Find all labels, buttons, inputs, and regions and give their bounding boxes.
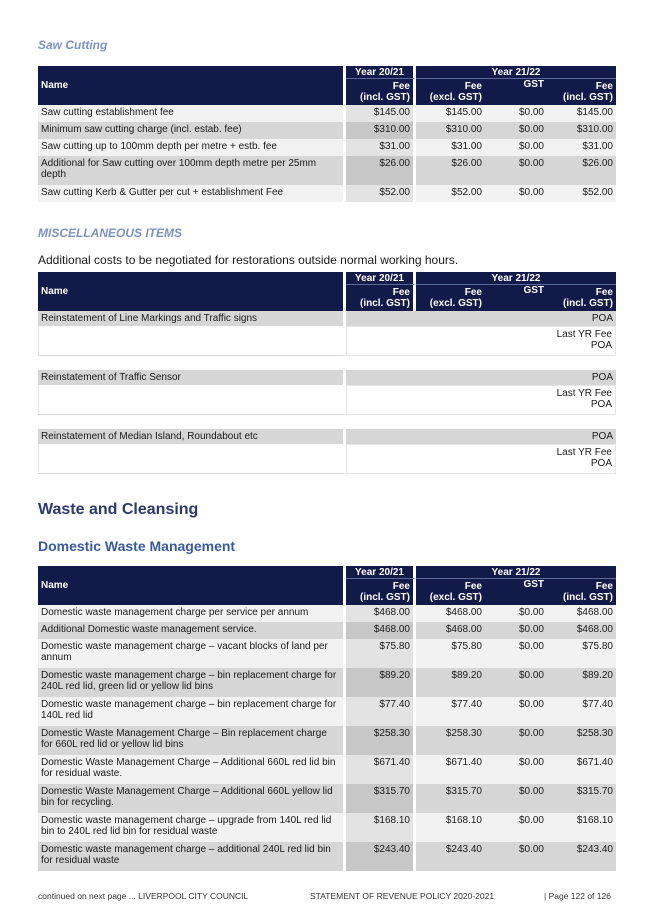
row-gst: $0.00 bbox=[485, 697, 547, 726]
row-fee-incl: $310.00 bbox=[547, 122, 616, 139]
table-row bbox=[38, 755, 616, 784]
row-gst: $0.00 bbox=[485, 784, 547, 813]
row-fee-prev: $168.10 bbox=[346, 813, 416, 842]
row-fee-prev: $77.40 bbox=[346, 697, 416, 726]
misc-intro: Additional costs to be negotiated for restorations outside normal working hours. bbox=[38, 253, 459, 267]
row-fee-excl: $468.00 bbox=[416, 605, 485, 622]
row-gst: $0.00 bbox=[485, 622, 547, 639]
col-header-year-curr: Year 21/22 bbox=[416, 66, 616, 79]
row-name: Additional for Saw cutting over 100mm depth metre per 25mm depth bbox=[38, 156, 346, 185]
misc-item-last-row bbox=[38, 385, 616, 415]
row-name: Domestic waste management charge per service per annum bbox=[38, 605, 346, 622]
row-fee-incl: $258.30 bbox=[547, 726, 616, 755]
col-header-fee-incl-prev: Fee (incl. GST) bbox=[346, 285, 416, 311]
misc-item-name: Reinstatement of Line Markings and Traffic signs bbox=[38, 311, 346, 326]
footer-title: STATEMENT OF REVENUE POLICY 2020-2021 bbox=[310, 891, 495, 901]
row-fee-incl: $31.00 bbox=[547, 139, 616, 156]
row-fee-incl: $77.40 bbox=[547, 697, 616, 726]
row-fee-excl: $671.40 bbox=[416, 755, 485, 784]
row-gst: $0.00 bbox=[485, 156, 547, 185]
row-name: Minimum saw cutting charge (incl. estab. fee) bbox=[38, 122, 346, 139]
row-fee-incl: $52.00 bbox=[547, 185, 616, 202]
row-name: Domestic Waste Management Charge – Additional 660L yellow lid bin for recycling. bbox=[38, 784, 346, 813]
col-header-fee-excl: Fee (excl. GST) bbox=[416, 579, 485, 605]
col-header-fee-incl-prev: Fee (incl. GST) bbox=[346, 579, 416, 605]
table-row bbox=[38, 622, 616, 639]
row-name: Domestic waste management charge – bin replacement charge for 240L red lid, green lid or yellow lid bins bbox=[38, 668, 346, 697]
row-fee-excl: $89.20 bbox=[416, 668, 485, 697]
row-gst: $0.00 bbox=[485, 813, 547, 842]
row-gst: $0.00 bbox=[485, 842, 547, 871]
row-fee-prev: $468.00 bbox=[346, 605, 416, 622]
misc-item-row bbox=[38, 370, 616, 385]
row-name: Domestic waste management charge – upgrade from 140L red lid bin to 240L red lid bin for residual waste bbox=[38, 813, 346, 842]
table-row bbox=[38, 156, 616, 185]
misc-item-value: POA bbox=[346, 429, 616, 444]
col-header-fee-incl-prev: Fee (incl. GST) bbox=[346, 79, 416, 105]
domestic-waste-heading: Domestic Waste Management bbox=[38, 538, 236, 554]
row-gst: $0.00 bbox=[485, 139, 547, 156]
row-fee-excl: $315.70 bbox=[416, 784, 485, 813]
table-row bbox=[38, 139, 616, 156]
col-header-fee-excl: Fee (excl. GST) bbox=[416, 79, 485, 105]
misc-item-value: POA bbox=[346, 311, 616, 326]
row-gst: $0.00 bbox=[485, 668, 547, 697]
row-fee-prev: $26.00 bbox=[346, 156, 416, 185]
col-header-year-curr: Year 21/22 bbox=[416, 566, 616, 579]
row-fee-incl: $89.20 bbox=[547, 668, 616, 697]
row-fee-prev: $145.00 bbox=[346, 105, 416, 122]
table-row bbox=[38, 605, 616, 622]
row-name: Saw cutting establishment fee bbox=[38, 105, 346, 122]
col-header-year-prev: Year 20/21 bbox=[346, 66, 416, 79]
row-name: Domestic waste management charge – vacant blocks of land per annum bbox=[38, 639, 346, 668]
misc-item-last-fee: Last YR Fee POA bbox=[346, 385, 616, 415]
saw-cutting-heading: Saw Cutting bbox=[38, 38, 108, 52]
table-row bbox=[38, 784, 616, 813]
table-row bbox=[38, 105, 616, 122]
col-header-gst: GST bbox=[485, 579, 547, 605]
row-fee-incl: $145.00 bbox=[547, 105, 616, 122]
table-row bbox=[38, 185, 616, 202]
row-fee-excl: $31.00 bbox=[416, 139, 485, 156]
row-name: Domestic Waste Management Charge – Bin replacement charge for 660L red lid or yellow lid bins bbox=[38, 726, 346, 755]
row-fee-excl: $145.00 bbox=[416, 105, 485, 122]
row-fee-prev: $258.30 bbox=[346, 726, 416, 755]
row-fee-excl: $75.80 bbox=[416, 639, 485, 668]
table-row bbox=[38, 813, 616, 842]
row-name: Domestic waste management charge – additional 240L red lid bin for residual waste bbox=[38, 842, 346, 871]
row-fee-incl: $168.10 bbox=[547, 813, 616, 842]
row-name: Saw cutting Kerb & Gutter per cut + establishment Fee bbox=[38, 185, 346, 202]
row-fee-excl: $310.00 bbox=[416, 122, 485, 139]
col-header-gst: GST bbox=[485, 285, 547, 311]
row-fee-prev: $75.80 bbox=[346, 639, 416, 668]
misc-item-value: POA bbox=[346, 370, 616, 385]
col-header-fee-incl-curr: Fee (incl. GST) bbox=[547, 79, 616, 105]
saw-cutting-table bbox=[38, 66, 616, 202]
misc-item-last-fee: Last YR Fee POA bbox=[346, 326, 616, 356]
table-row bbox=[38, 697, 616, 726]
col-header-name: Name bbox=[38, 566, 346, 605]
row-fee-excl: $26.00 bbox=[416, 156, 485, 185]
row-gst: $0.00 bbox=[485, 755, 547, 784]
row-fee-prev: $310.00 bbox=[346, 122, 416, 139]
misc-heading: MISCELLANEOUS ITEMS bbox=[38, 226, 183, 240]
row-gst: $0.00 bbox=[485, 122, 547, 139]
row-gst: $0.00 bbox=[485, 726, 547, 755]
footer-left: continued on next page ... LIVERPOOL CITY COUNCIL bbox=[38, 891, 249, 901]
table-row bbox=[38, 122, 616, 139]
row-fee-incl: $26.00 bbox=[547, 156, 616, 185]
row-fee-excl: $52.00 bbox=[416, 185, 485, 202]
misc-item-name: Reinstatement of Traffic Sensor bbox=[38, 370, 346, 385]
row-gst: $0.00 bbox=[485, 185, 547, 202]
row-fee-excl: $243.40 bbox=[416, 842, 485, 871]
misc-item-last-row bbox=[38, 444, 616, 474]
row-name: Domestic Waste Management Charge – Additional 660L red lid bin for residual waste. bbox=[38, 755, 346, 784]
row-gst: $0.00 bbox=[485, 639, 547, 668]
row-fee-prev: $243.40 bbox=[346, 842, 416, 871]
row-name: Additional Domestic waste management service. bbox=[38, 622, 346, 639]
misc-item-last-row bbox=[38, 326, 616, 356]
table-row bbox=[38, 639, 616, 668]
row-fee-prev: $671.40 bbox=[346, 755, 416, 784]
row-fee-prev: $89.20 bbox=[346, 668, 416, 697]
col-header-fee-incl-curr: Fee (incl. GST) bbox=[547, 285, 616, 311]
col-header-year-prev: Year 20/21 bbox=[346, 566, 416, 579]
table-row bbox=[38, 726, 616, 755]
waste-heading: Waste and Cleansing bbox=[38, 501, 199, 518]
row-fee-incl: $468.00 bbox=[547, 605, 616, 622]
row-fee-incl: $315.70 bbox=[547, 784, 616, 813]
table-row bbox=[38, 668, 616, 697]
row-fee-excl: $258.30 bbox=[416, 726, 485, 755]
col-header-name: Name bbox=[38, 66, 346, 105]
misc-item-row bbox=[38, 429, 616, 444]
row-gst: $0.00 bbox=[485, 605, 547, 622]
row-fee-incl: $243.40 bbox=[547, 842, 616, 871]
row-name: Domestic waste management charge – bin replacement charge for 140L red lid bbox=[38, 697, 346, 726]
row-fee-incl: $75.80 bbox=[547, 639, 616, 668]
footer-page-number: | Page 122 of 126 bbox=[544, 891, 611, 901]
col-header-name: Name bbox=[38, 272, 346, 311]
row-fee-incl: $468.00 bbox=[547, 622, 616, 639]
misc-table bbox=[38, 272, 616, 474]
row-fee-prev: $52.00 bbox=[346, 185, 416, 202]
col-header-year-prev: Year 20/21 bbox=[346, 272, 416, 285]
row-fee-incl: $671.40 bbox=[547, 755, 616, 784]
row-name: Saw cutting up to 100mm depth per metre + estb. fee bbox=[38, 139, 346, 156]
row-fee-excl: $168.10 bbox=[416, 813, 485, 842]
row-gst: $0.00 bbox=[485, 105, 547, 122]
row-fee-prev: $31.00 bbox=[346, 139, 416, 156]
row-fee-prev: $315.70 bbox=[346, 784, 416, 813]
row-fee-excl: $77.40 bbox=[416, 697, 485, 726]
misc-item-row bbox=[38, 311, 616, 326]
misc-item-last-fee: Last YR Fee POA bbox=[346, 444, 616, 474]
col-header-gst: GST bbox=[485, 79, 547, 105]
domestic-waste-table bbox=[38, 566, 616, 871]
row-fee-prev: $468.00 bbox=[346, 622, 416, 639]
row-fee-excl: $468.00 bbox=[416, 622, 485, 639]
misc-item-name: Reinstatement of Median Island, Roundabout etc bbox=[38, 429, 346, 444]
col-header-year-curr: Year 21/22 bbox=[416, 272, 616, 285]
table-row bbox=[38, 842, 616, 871]
col-header-fee-incl-curr: Fee (incl. GST) bbox=[547, 579, 616, 605]
col-header-fee-excl: Fee (excl. GST) bbox=[416, 285, 485, 311]
